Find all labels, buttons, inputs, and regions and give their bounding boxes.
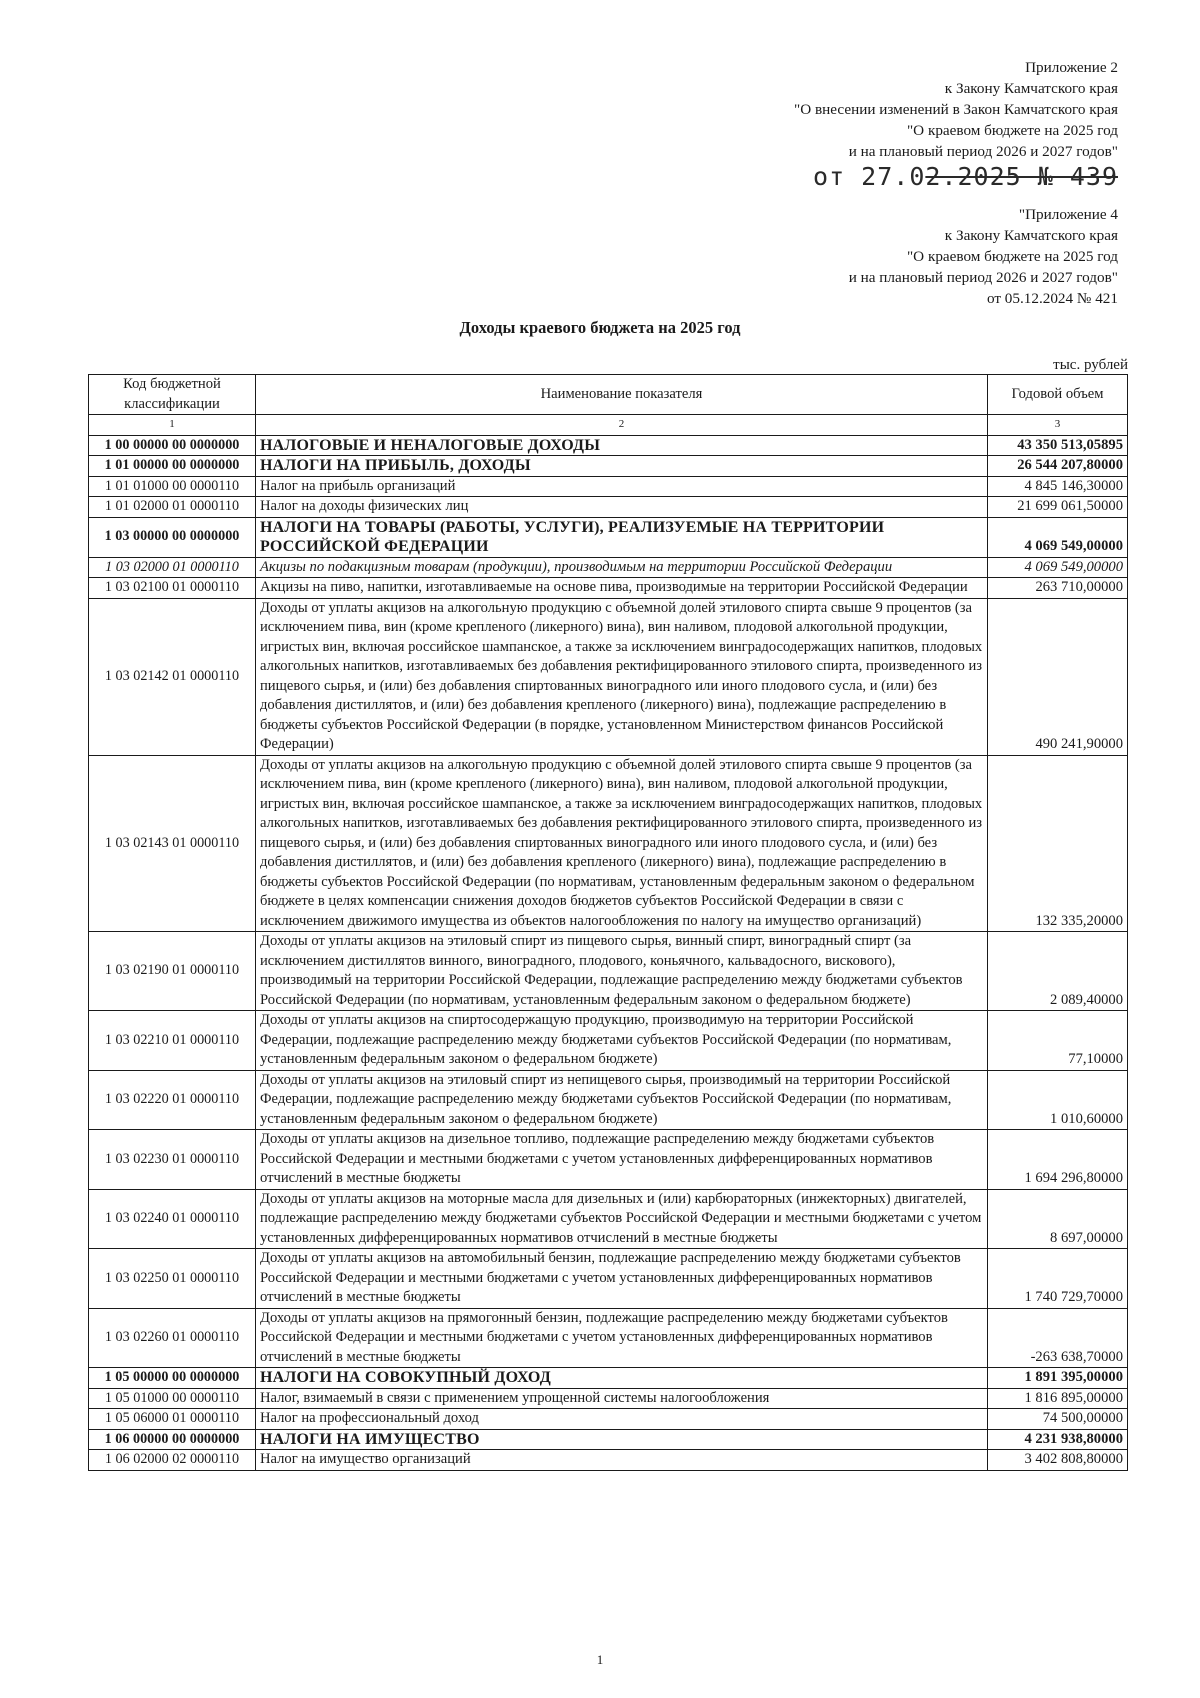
row-amount: 4 231 938,80000 [988, 1429, 1128, 1450]
appendix-4-line: и на плановый период 2026 и 2027 годов" [848, 269, 1118, 286]
row-code: 1 03 02230 01 0000110 [89, 1130, 256, 1190]
table-row [89, 1011, 1128, 1071]
row-name: Налог на прибыль организаций [256, 476, 988, 497]
row-name: Налог, взимаемый в связи с применением упрощенной системы налогообложения [256, 1388, 988, 1409]
appendix-2-line: "О внесении изменений в Закон Камчатского края [794, 101, 1118, 118]
header-name: Наименование показателя [256, 375, 988, 415]
table-row [89, 1130, 1128, 1190]
table-row [89, 578, 1128, 599]
row-code: 1 03 00000 00 0000000 [89, 517, 256, 557]
revenue-table [88, 374, 1128, 1471]
revenue-table-body [89, 375, 1128, 1471]
row-amount: 26 544 207,80000 [988, 456, 1128, 477]
column-number: 3 [988, 415, 1128, 436]
row-name: НАЛОГОВЫЕ И НЕНАЛОГОВЫЕ ДОХОДЫ [256, 435, 988, 456]
row-name: Налог на профессиональный доход [256, 1409, 988, 1430]
row-name: Налог на имущество организаций [256, 1450, 988, 1471]
row-code: 1 03 02240 01 0000110 [89, 1189, 256, 1249]
table-header-row [89, 375, 1128, 415]
stamp-struck-text: 2.2025 № 439 [925, 162, 1118, 191]
column-number: 1 [89, 415, 256, 436]
table-row [89, 456, 1128, 477]
row-code: 1 03 02210 01 0000110 [89, 1011, 256, 1071]
row-amount: 263 710,00000 [988, 578, 1128, 599]
appendix-2-line: и на плановый период 2026 и 2027 годов" [848, 143, 1118, 160]
table-row [89, 598, 1128, 755]
row-name: НАЛОГИ НА ИМУЩЕСТВО [256, 1429, 988, 1450]
row-amount: 1 010,60000 [988, 1070, 1128, 1130]
page-number: 1 [596, 1652, 604, 1667]
row-code: 1 00 00000 00 0000000 [89, 435, 256, 456]
row-name: НАЛОГИ НА ПРИБЫЛЬ, ДОХОДЫ [256, 456, 988, 477]
row-amount: 8 697,00000 [988, 1189, 1128, 1249]
row-amount: 43 350 513,05895 [988, 435, 1128, 456]
appendix-2-line: Приложение 2 [1025, 59, 1118, 76]
row-code: 1 06 02000 02 0000110 [89, 1450, 256, 1471]
appendix-4-header [849, 204, 1118, 309]
row-code: 1 03 02143 01 0000110 [89, 755, 256, 932]
row-name: Акцизы по подакцизным товарам (продукции), производимым на территории Российской Федерации [256, 557, 988, 578]
row-name: Доходы от уплаты акцизов на спиртосодержащую продукцию, производимую на территории Российской Федерации, подлежащие распределению между бюджетами субъектов Российской Федерации (по нормативам, установленным федеральным законом о федеральном бюджете) [256, 1011, 988, 1071]
row-amount: 1 891 395,00000 [988, 1368, 1128, 1389]
table-row [89, 476, 1128, 497]
table-row [89, 1249, 1128, 1309]
units-label: тыс. рублей [1053, 357, 1128, 373]
table-row [89, 517, 1128, 557]
header-code: Код бюджетной классификации [89, 375, 256, 415]
table-row [89, 755, 1128, 932]
row-code: 1 06 00000 00 0000000 [89, 1429, 256, 1450]
appendix-4-line: от 05.12.2024 № 421 [986, 290, 1118, 307]
table-row [89, 1308, 1128, 1368]
row-name: Доходы от уплаты акцизов на прямогонный бензин, подлежащие распределению между бюджетами субъектов Российской Федерации и местными бюджетами с учетом установленных дифференцированных нормативов отчислений в местные бюджеты [256, 1308, 988, 1368]
row-name: Доходы от уплаты акцизов на дизельное топливо, подлежащие распределению между бюджетами субъектов Российской Федерации и местными бюджетами с учетом установленных дифференцированных нормативов отчислений в местные бюджеты [256, 1130, 988, 1190]
row-amount: 4 845 146,30000 [988, 476, 1128, 497]
row-name: Налог на доходы физических лиц [256, 497, 988, 518]
table-row [89, 557, 1128, 578]
table-row [89, 435, 1128, 456]
row-code: 1 01 00000 00 0000000 [89, 456, 256, 477]
header-amount: Годовой объем [988, 375, 1128, 415]
row-code: 1 01 02000 01 0000110 [89, 497, 256, 518]
table-row [89, 1409, 1128, 1430]
row-name: Акцизы на пиво, напитки, изготавливаемые на основе пива, производимые на территории Российской Федерации [256, 578, 988, 599]
appendix-2-header [794, 57, 1118, 162]
row-code: 1 03 02100 01 0000110 [89, 578, 256, 599]
row-code: 1 03 02000 01 0000110 [89, 557, 256, 578]
row-amount: 3 402 808,80000 [988, 1450, 1128, 1471]
row-name: Доходы от уплаты акцизов на этиловый спирт из непищевого сырья, производимый на территории Российской Федерации, подлежащие распределению между бюджетами субъектов Российской Федерации (по нормативам, установленным федеральным законом о федеральном бюджете) [256, 1070, 988, 1130]
row-amount: 132 335,20000 [988, 755, 1128, 932]
row-code: 1 03 02260 01 0000110 [89, 1308, 256, 1368]
row-code: 1 03 02220 01 0000110 [89, 1070, 256, 1130]
row-name: Доходы от уплаты акцизов на алкогольную продукцию с объемной долей этилового спирта свыше 9 процентов (за исключением пива, вин (кроме крепленого (ликерного) вина), вин наливом, плодовой алкогольной продукции, игристых вин, включая российское шампанское, а также за исключением винградосодержащих напитков, плодовых алкогольных напитков, изготавливаемых без добавления ректифицированного этилового спирта, произведенного из пищевого сырья, и (или) без добавления спиртованных виноградного или иного плодового сусла, и (или) без добавления дистиллятов, и (или) без добавления крепленого (ликерного) вина), подлежащие распределению в бюджеты субъектов Российской Федерации (в порядке, установленном Министерством финансов Российской Федерации) [256, 598, 988, 755]
document-title: Доходы краевого бюджета на 2025 год [459, 318, 741, 337]
row-amount: 21 699 061,50000 [988, 497, 1128, 518]
column-number-row [89, 415, 1128, 436]
appendix-4-line: "О краевом бюджете на 2025 год [906, 248, 1118, 265]
appendix-4-line: "Приложение 4 [1018, 206, 1118, 223]
appendix-2-line: "О краевом бюджете на 2025 год [906, 122, 1118, 139]
row-amount: 4 069 549,00000 [988, 557, 1128, 578]
table-row [89, 497, 1128, 518]
row-code: 1 03 02142 01 0000110 [89, 598, 256, 755]
column-number: 2 [256, 415, 988, 436]
row-amount: 490 241,90000 [988, 598, 1128, 755]
row-code: 1 05 06000 01 0000110 [89, 1409, 256, 1430]
table-row [89, 1388, 1128, 1409]
table-row [89, 932, 1128, 1011]
row-amount: 1 740 729,70000 [988, 1249, 1128, 1309]
row-name: Доходы от уплаты акцизов на моторные масла для дизельных и (или) карбюраторных (инжекторных) двигателей, подлежащие распределению между бюджетами субъектов Российской Федерации и местными бюджетами с учетом установленных дифференцированных нормативов отчислений в местные бюджеты [256, 1189, 988, 1249]
row-name: Доходы от уплаты акцизов на этиловый спирт из пищевого сырья, винный спирт, виноградный спирт (за исключением дистиллятов винного, виноградного, плодового, коньячного, кальвадосного, вискового), производимый на территории Российской Федерации, подлежащие распределению между бюджетами субъектов Российской Федерации (по нормативам, установленным федеральным законом о федеральном бюджете) [256, 932, 988, 1011]
row-amount: 74 500,00000 [988, 1409, 1128, 1430]
row-amount: 4 069 549,00000 [988, 517, 1128, 557]
table-row [89, 1429, 1128, 1450]
table-row [89, 1070, 1128, 1130]
table-row [89, 1189, 1128, 1249]
row-code: 1 03 02190 01 0000110 [89, 932, 256, 1011]
appendix-2-line: к Закону Камчатского края [944, 80, 1118, 97]
stamp-date-prefix: от 27.0 [813, 162, 926, 191]
row-amount: 1 694 296,80000 [988, 1130, 1128, 1190]
row-amount: 77,10000 [988, 1011, 1128, 1071]
row-code: 1 01 01000 00 0000110 [89, 476, 256, 497]
row-amount: -263 638,70000 [988, 1308, 1128, 1368]
row-code: 1 05 01000 00 0000110 [89, 1388, 256, 1409]
table-row [89, 1450, 1128, 1471]
row-code: 1 03 02250 01 0000110 [89, 1249, 256, 1309]
table-row [89, 1368, 1128, 1389]
row-name: НАЛОГИ НА ТОВАРЫ (РАБОТЫ, УСЛУГИ), РЕАЛИЗУЕМЫЕ НА ТЕРРИТОРИИ РОССИЙСКОЙ ФЕДЕРАЦИИ [256, 517, 988, 557]
date-number-stamp [813, 162, 1118, 191]
row-amount: 1 816 895,00000 [988, 1388, 1128, 1409]
row-name: Доходы от уплаты акцизов на автомобильный бензин, подлежащие распределению между бюджетами субъектов Российской Федерации и местными бюджетами с учетом установленных дифференцированных нормативов отчислений в местные бюджеты [256, 1249, 988, 1309]
row-amount: 2 089,40000 [988, 932, 1128, 1011]
row-name: НАЛОГИ НА СОВОКУПНЫЙ ДОХОД [256, 1368, 988, 1389]
row-name: Доходы от уплаты акцизов на алкогольную продукцию с объемной долей этилового спирта свыше 9 процентов (за исключением пива, вин (кроме крепленого (ликерного) вина), вин наливом, плодовой алкогольной продукции, игристых вин, включая российское шампанское, а также за исключением винградосодержащих напитков, плодовых алкогольных напитков, изготавливаемых без добавления ректифицированного этилового спирта, произведенного из пищевого сырья, и (или) без добавления спиртованных виноградного или иного плодового сусла, и (или) без добавления дистиллятов, и (или) без добавления крепленого (ликерного) вина), подлежащие распределению в бюджеты субъектов Российской Федерации (по нормативам, установленным федеральным законом о федеральном бюджете в целях компенсации снижения доходов бюджетов субъектов Российской Федерации в связи с исключением движимого имущества из объектов налогообложения по налогу на имущество организаций) [256, 755, 988, 932]
appendix-4-line: к Закону Камчатского края [944, 227, 1118, 244]
row-code: 1 05 00000 00 0000000 [89, 1368, 256, 1389]
